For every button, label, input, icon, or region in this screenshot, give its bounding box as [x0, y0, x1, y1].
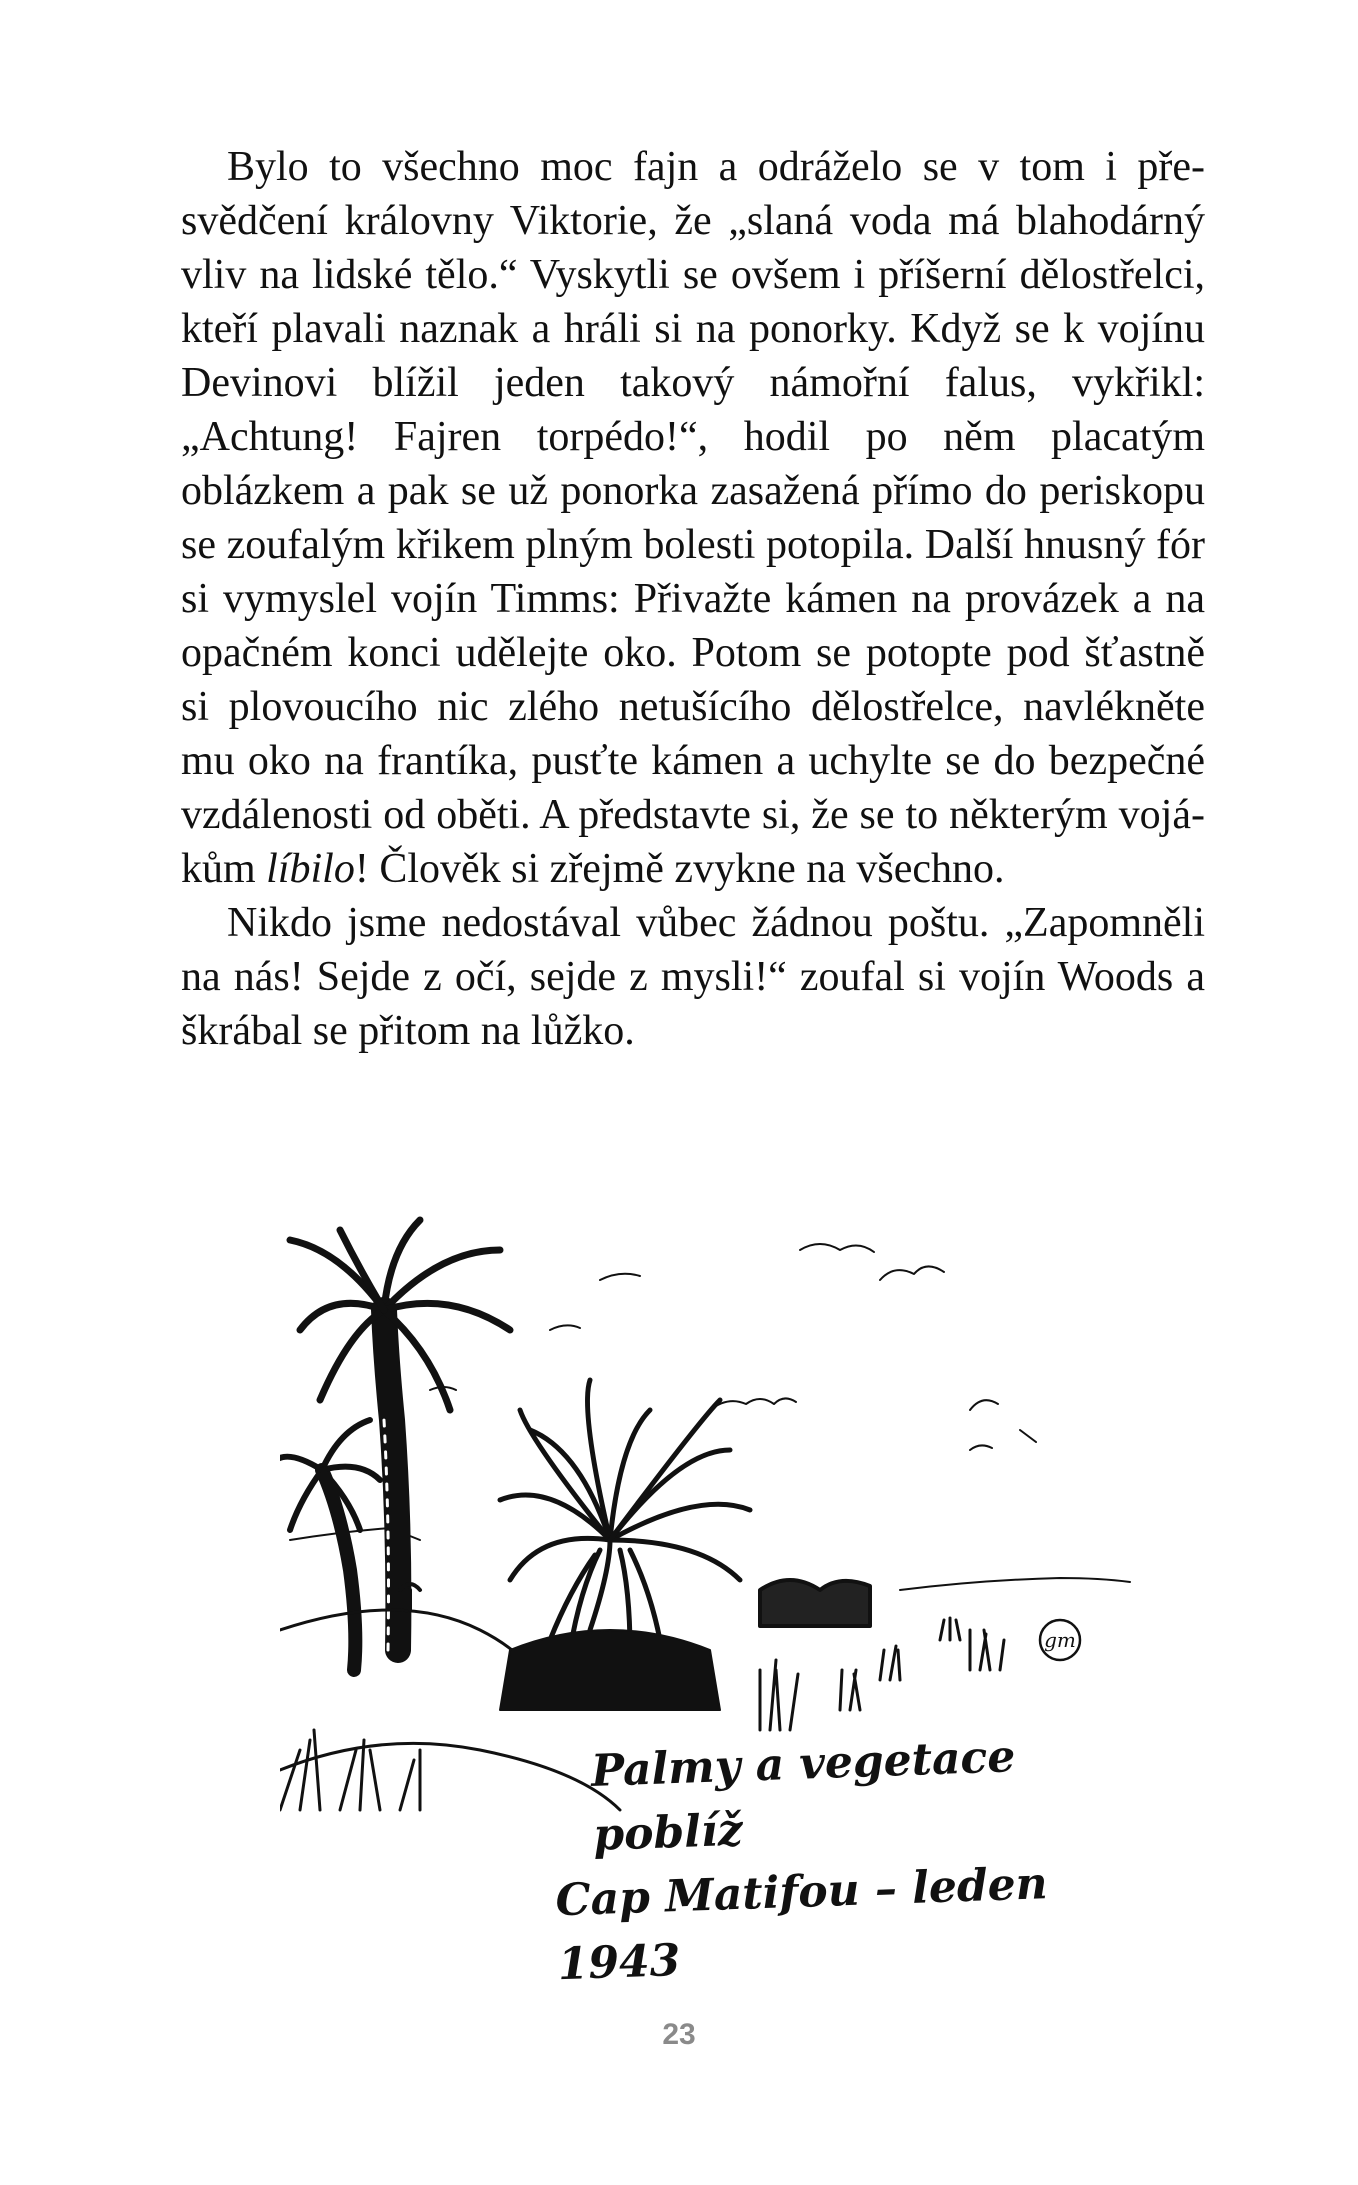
body-text — [181, 140, 1205, 1058]
small-palm-trunk — [322, 1470, 355, 1670]
caption-line-1: Palmy a vegetace poblíž — [590, 1731, 1017, 1861]
paragraph-1 — [181, 140, 1205, 896]
bush-palm — [500, 1380, 750, 1650]
paragraph-1-before: Bylo to všechno moc fajn a odráželo se v tom i přesvědčení královny Viktorie, že „slaná voda má blahodárný vliv na lidské tělo.“ Vyskytli se ovšem i příšerní dělostřelci, kteří plavali naznak a hráli si na ponorky. Když se k vojínu Devinovi blížil jeden takový námořní falus, vykřikl: „Achtung! Fajren torpédo!“, hodil po něm placatým oblázkem a pak se už ponorka zasažená přímo do periskopu se zoufalým křikem plným bolesti potopila. Další hnusný fór si vymyslel vojín Timms: Přivažte kámen na provázek a na opačném konci udělejte oko. Potom se potopte pod šťastně si plovoucího nic zlého netušícího dělostřelce, navlékněte mu oko na frantíka, pusťte kámen a uchylte se do bezpečné vzdálenosti od oběti. A představte si, že se to některým vojákům — [181, 144, 1205, 892]
cloud-5 — [970, 1400, 1036, 1450]
illustration-caption — [554, 1721, 1139, 1996]
horizon-line-right — [900, 1578, 1130, 1590]
paragraph-1-after: ! Člověk si zřejmě zvykne na všechno. — [354, 846, 1005, 892]
bush-base — [500, 1630, 720, 1710]
monogram-text: gm — [1044, 1628, 1076, 1652]
paragraph-1-emphasis: líbilo — [266, 846, 355, 892]
cloud-2 — [880, 1266, 944, 1280]
cloud-1 — [800, 1244, 874, 1252]
tall-palm-trunk — [384, 1310, 398, 1650]
paragraph-2: Nikdo jsme nedostával vůbec žádnou poštu. „Zapomněli na nás! Sejde z očí, sejde z mysli!“ zoufal si vojín Woods a škrábal se přitom na lůžko. — [181, 900, 1205, 1054]
cloud-4 — [710, 1398, 796, 1410]
small-palm-fronds — [280, 1420, 380, 1530]
page-number: 23 — [662, 2018, 696, 2051]
distant-trees — [400, 1580, 870, 1626]
caption-line-2: Cap Matifou – leden 1943 — [554, 1858, 1049, 1991]
cloud-3 — [430, 1274, 640, 1390]
